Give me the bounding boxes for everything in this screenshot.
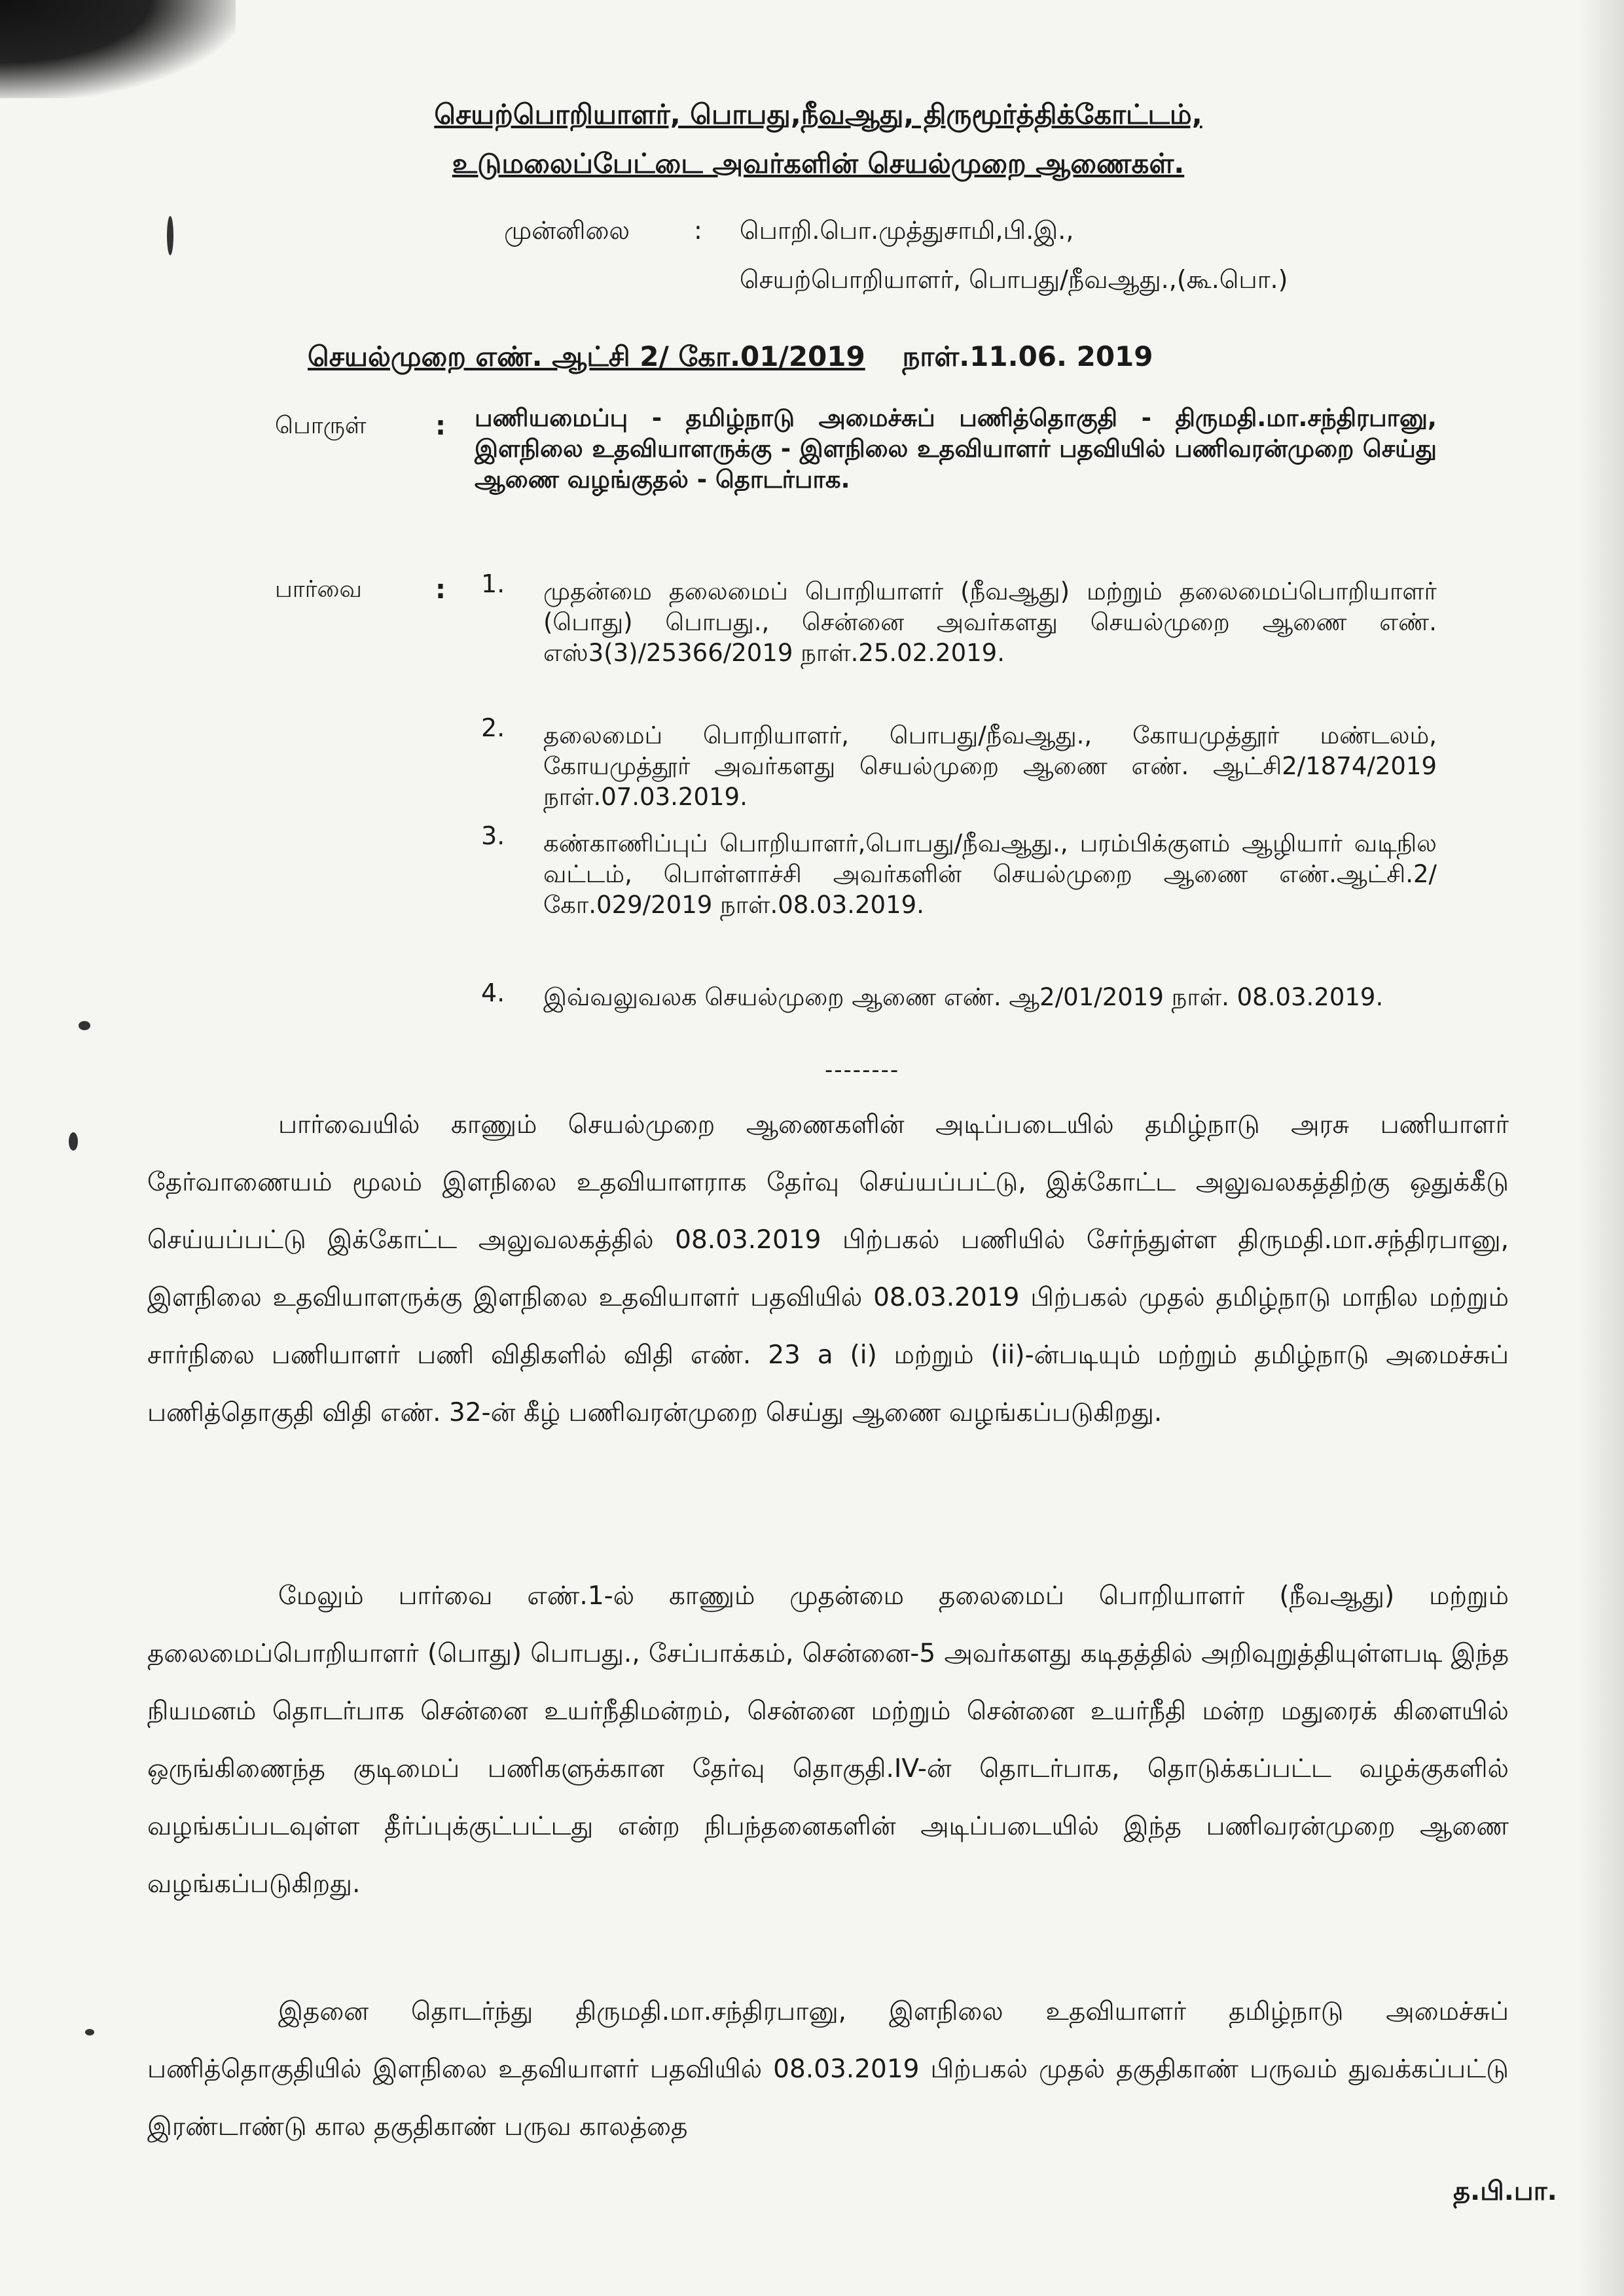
header-title-line2: உடுமலைப்பேட்டை அவர்களின் செயல்முறை ஆணைகள். xyxy=(452,147,1185,179)
subject-label: பொருள் xyxy=(275,412,367,439)
header-title-line1: செயற்பொறியாளர், பொபது,நீவஆது, திருமூர்த்திக்கோட்டம், xyxy=(434,98,1202,130)
body-paragraph-3 xyxy=(147,1983,1509,2156)
scan-shadow-edge xyxy=(1578,0,1624,2296)
paragraph-text: இதனை தொடர்ந்து திருமதி.மா.சந்திரபானு, இளநிலை உதவியாளர் தமிழ்நாடு அமைச்சுப் பணித்தொகுதியில் இளநிலை உதவியாளர் பதவியில் 08.03.2019 பிற்பகல் முதல் தகுதிகாண் பருவம் துவக்கப்பட்டு இரண்டாண்டு கால தகுதிகாண் பருவ காலத்தை xyxy=(147,1997,1509,2142)
order-number-line xyxy=(308,340,1153,376)
scan-speck xyxy=(79,1021,90,1030)
reference-item: தலைமைப் பொறியாளர், பொபது/நீவஆது., கோயமுத்தூர் மண்டலம், கோயமுத்தூர் அவர்களது செயல்முறை ஆணை எண். ஆட்சி2/1874/2019 நாள்.07.03.2019. xyxy=(543,721,1437,811)
subject-text: பணியமைப்பு - தமிழ்நாடு அமைச்சுப் பணித்தொகுதி - திருமதி.மா.சந்திரபானு, இளநிலை உதவியாளருக்கு - இளநிலை உதவியாளர் பதவியில் பணிவரன்முறை செய்து ஆணை வழங்குதல் - தொடர்பாக. xyxy=(475,404,1437,493)
scan-shadow-corner xyxy=(0,0,236,98)
order-number: செயல்முறை எண். ஆட்சி 2/ கோ.01/2019 xyxy=(308,340,865,372)
reference-item: முதன்மை தலைமைப் பொறியாளர் (நீவஆது) மற்றும் தலைமைப்பொறியாளர் (பொது) பொபது., சென்னை அவர்களது செயல்முறை ஆணை எண். எஸ்3(3)/25366/2019 நாள்.25.02.2019. xyxy=(543,577,1437,667)
presence-name: பொறி.பொ.முத்துசாமி,பி.இ., xyxy=(740,216,1074,245)
presence-label: முன்னிலை xyxy=(504,216,630,245)
body-paragraph-1 xyxy=(147,1096,1509,1442)
scan-speck xyxy=(85,2029,94,2036)
scan-speck xyxy=(167,216,173,255)
body-paragraph-2 xyxy=(147,1568,1509,1913)
order-date: நாள்.11.06. 2019 xyxy=(902,340,1153,372)
scan-speck xyxy=(69,1132,78,1151)
presence-colon: : xyxy=(694,216,702,245)
reference-number: 3. xyxy=(481,821,505,850)
reference-item: இவ்வலுவலக செயல்முறை ஆணை எண். ஆ2/01/2019 நாள். 08.03.2019. xyxy=(543,983,1384,1011)
presence-designation: செயற்பொறியாளர், பொபது/நீவஆது.,(கூ.பொ.) xyxy=(740,265,1288,294)
reference-item: கண்காணிப்புப் பொறியாளர்,பொபது/நீவஆது., பரம்பிக்குளம் ஆழியார் வடிநில வட்டம், பொள்ளாச்சி அவர்களின் செயல்முறை ஆணை எண்.ஆட்சி.2/கோ.029/2019 நாள்.08.03.2019. xyxy=(543,829,1437,919)
separator: -------- xyxy=(825,1057,900,1083)
reference-number: 2. xyxy=(481,713,505,742)
page-turn-mark: த.பி.பா. xyxy=(1453,2176,1557,2206)
references-colon: : xyxy=(435,575,446,605)
subject-colon: : xyxy=(435,411,446,441)
paragraph-text: மேலும் பார்வை எண்.1-ல் காணும் முதன்மை தலைமைப் பொறியாளர் (நீவஆது) மற்றும் தலைமைப்பொறியாளர் (பொது) பொபது., சேப்பாக்கம், சென்னை-5 அவர்களது கடிதத்தில் அறிவுறுத்தியுள்ளபடி இந்த நியமனம் தொடர்பாக சென்னை உயர்நீதிமன்றம், சென்னை மற்றும் சென்னை உயர்நீதி மன்ற மதுரைக் கிளையில் ஒருங்கிணைந்த குடிமைப் பணிகளுக்கான தேர்வு தொகுதி.IV-ன் தொடர்பாக, தொடுக்கப்பட்ட வழக்குகளில் வழங்கப்படவுள்ள தீர்ப்புக்குட்பட்டது என்ற நிபந்தனைகளின் அடிப்படையில் இந்த பணிவரன்முறை ஆணை வழங்கப்படுகிறது. xyxy=(147,1581,1509,1899)
reference-number: 4. xyxy=(481,978,505,1007)
references-label: பார்வை xyxy=(275,576,362,603)
reference-number: 1. xyxy=(481,569,505,598)
paragraph-text: பார்வையில் காணும் செயல்முறை ஆணைகளின் அடிப்படையில் தமிழ்நாடு அரசு பணியாளர் தேர்வாணையம் மூலம் இளநிலை உதவியாளராக தேர்வு செய்யப்பட்டு, இக்கோட்ட அலுவலகத்திற்கு ஒதுக்கீடு செய்யப்பட்டு இக்கோட்ட அலுவலகத்தில் 08.03.2019 பிற்பகல் பணியில் சேர்ந்துள்ள திருமதி.மா.சந்திரபானு, இளநிலை உதவியாளருக்கு இளநிலை உதவியாளர் பதவியில் 08.03.2019 பிற்பகல் முதல் தமிழ்நாடு மாநில மற்றும் சார்நிலை பணியாளர் பணி விதிகளில் விதி எண். 23 a (i) மற்றும் (ii)-ன்படியும் மற்றும் தமிழ்நாடு அமைச்சுப் பணித்தொகுதி விதி எண். 32-ன் கீழ் பணிவரன்முறை செய்து ஆணை வழங்கப்படுகிறது. xyxy=(147,1110,1509,1427)
